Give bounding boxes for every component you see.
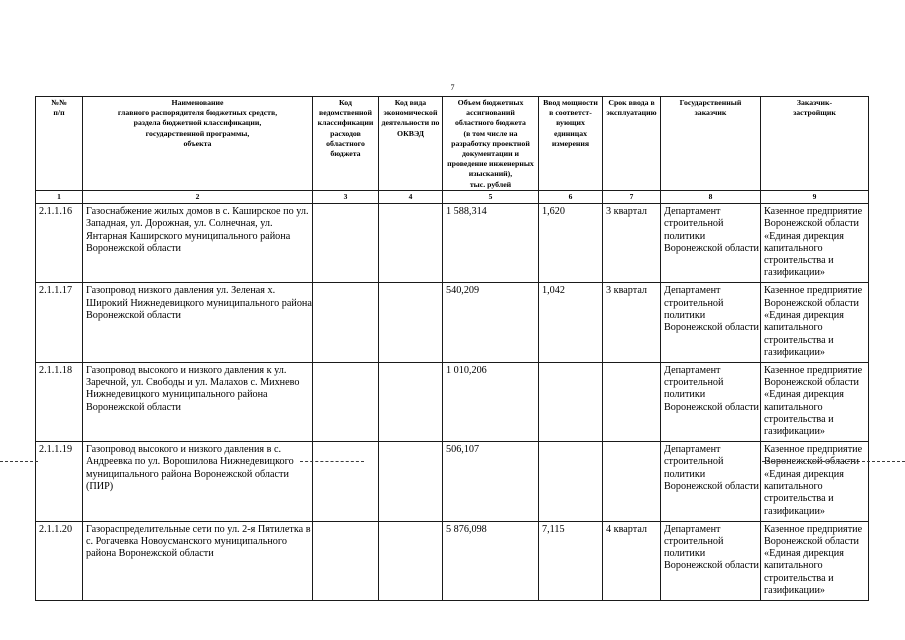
row-number-cell: 2.1.1.16 — [36, 204, 83, 283]
table-header — [36, 97, 869, 204]
table-row — [36, 442, 869, 521]
budget-amount-cell: 540,209 — [443, 283, 539, 362]
commissioning-term-cell: 4 квартал — [603, 521, 661, 600]
row-number-cell: 2.1.1.17 — [36, 283, 83, 362]
header-commissioning-term: Срок ввода в эксплуатацию — [603, 97, 661, 191]
scan-fold-line — [762, 461, 905, 462]
state-customer-cell: Департамент строительной политики Воронежской области — [661, 521, 761, 600]
developer-cell: Казенное предприятие Воронежской области «Единая дирекция капитального строительства и газификации» — [761, 204, 869, 283]
page-number: 7 — [450, 83, 455, 92]
header-row — [36, 97, 869, 191]
row-number-cell: 2.1.1.19 — [36, 442, 83, 521]
object-name-cell: Газораспределительные сети по ул. 2-я Пятилетка в с. Рогачевка Новоусманского муниципального района Воронежской области — [83, 521, 313, 600]
okved-code-cell — [379, 283, 443, 362]
expense-code-cell — [313, 442, 379, 521]
state-customer-cell: Департамент строительной политики Воронежской области — [661, 442, 761, 521]
budget-table — [35, 96, 869, 601]
column-number: 2 — [83, 191, 313, 204]
capacity-cell: 1,042 — [539, 283, 603, 362]
okved-code-cell — [379, 362, 443, 441]
developer-cell: Казенное предприятие Воронежской области «Единая дирекция капитального строительства и газификации» — [761, 283, 869, 362]
table-row — [36, 521, 869, 600]
column-number: 7 — [603, 191, 661, 204]
state-customer-cell: Департамент строительной политики Воронежской области — [661, 204, 761, 283]
object-name-cell: Газопровод низкого давления ул. Зеленая х. Широкий Нижнедевицкого муниципального района Воронежской области — [83, 283, 313, 362]
row-number-cell: 2.1.1.18 — [36, 362, 83, 441]
expense-code-cell — [313, 521, 379, 600]
object-name-cell: Газопровод высокого и низкого давления к ул. Заречной, ул. Свободы и ул. Малахов с. Михнево Нижнедевицкого муниципального района Воронежской области — [83, 362, 313, 441]
column-number: 1 — [36, 191, 83, 204]
column-number: 3 — [313, 191, 379, 204]
capacity-cell: 7,115 — [539, 521, 603, 600]
header-expense-code: Код ведомственной классификации расходов областного бюджета — [313, 97, 379, 191]
table-body — [36, 204, 869, 601]
capacity-cell: 1,620 — [539, 204, 603, 283]
table-row — [36, 283, 869, 362]
column-number: 5 — [443, 191, 539, 204]
budget-amount-cell: 5 876,098 — [443, 521, 539, 600]
table-row — [36, 362, 869, 441]
budget-amount-cell: 506,107 — [443, 442, 539, 521]
developer-cell: Казенное предприятие Воронежской области «Единая дирекция капитального строительства и газификации» — [761, 442, 869, 521]
header-budget-amount: Объем бюджетных ассигнований областного бюджета (в том числе на разработку проектной документации и проведение инженерных изысканий), тыс. рублей — [443, 97, 539, 191]
object-name-cell: Газоснабжение жилых домов в с. Каширское по ул. Западная, ул. Дорожная, ул. Солнечная, ул. Янтарная Каширского муниципального района Воронежской области — [83, 204, 313, 283]
header-state-customer: Государственный заказчик — [661, 97, 761, 191]
column-number: 4 — [379, 191, 443, 204]
header-row-number: №№ п/п — [36, 97, 83, 191]
object-name-cell: Газопровод высокого и низкого давления в с. Андреевка по ул. Ворошилова Нижнедевицкого муниципального района Воронежской области (ПИР) — [83, 442, 313, 521]
scan-fold-line — [300, 461, 364, 462]
okved-code-cell — [379, 521, 443, 600]
header-okved-code: Код вида экономической деятельности по ОКВЭД — [379, 97, 443, 191]
commissioning-term-cell — [603, 442, 661, 521]
header-name: Наименование главного распорядителя бюджетных средств, раздела бюджетной классификации, государственной программы, объекта — [83, 97, 313, 191]
budget-amount-cell: 1 588,314 — [443, 204, 539, 283]
expense-code-cell — [313, 362, 379, 441]
column-number-row — [36, 191, 869, 204]
header-capacity: Ввод мощности в соответст- вующих единицах измерения — [539, 97, 603, 191]
column-number: 6 — [539, 191, 603, 204]
okved-code-cell — [379, 442, 443, 521]
capacity-cell — [539, 362, 603, 441]
row-number-cell: 2.1.1.20 — [36, 521, 83, 600]
budget-amount-cell: 1 010,206 — [443, 362, 539, 441]
table-row — [36, 204, 869, 283]
scan-fold-line — [0, 461, 38, 462]
column-number: 9 — [761, 191, 869, 204]
commissioning-term-cell: 3 квартал — [603, 204, 661, 283]
expense-code-cell — [313, 283, 379, 362]
state-customer-cell: Департамент строительной политики Воронежской области — [661, 283, 761, 362]
developer-cell: Казенное предприятие Воронежской области «Единая дирекция капитального строительства и газификации» — [761, 362, 869, 441]
state-customer-cell: Департамент строительной политики Воронежской области — [661, 362, 761, 441]
capacity-cell — [539, 442, 603, 521]
column-number: 8 — [661, 191, 761, 204]
commissioning-term-cell — [603, 362, 661, 441]
header-developer: Заказчик- застройщик — [761, 97, 869, 191]
commissioning-term-cell: 3 квартал — [603, 283, 661, 362]
expense-code-cell — [313, 204, 379, 283]
developer-cell: Казенное предприятие Воронежской области «Единая дирекция капитального строительства и газификации» — [761, 521, 869, 600]
okved-code-cell — [379, 204, 443, 283]
